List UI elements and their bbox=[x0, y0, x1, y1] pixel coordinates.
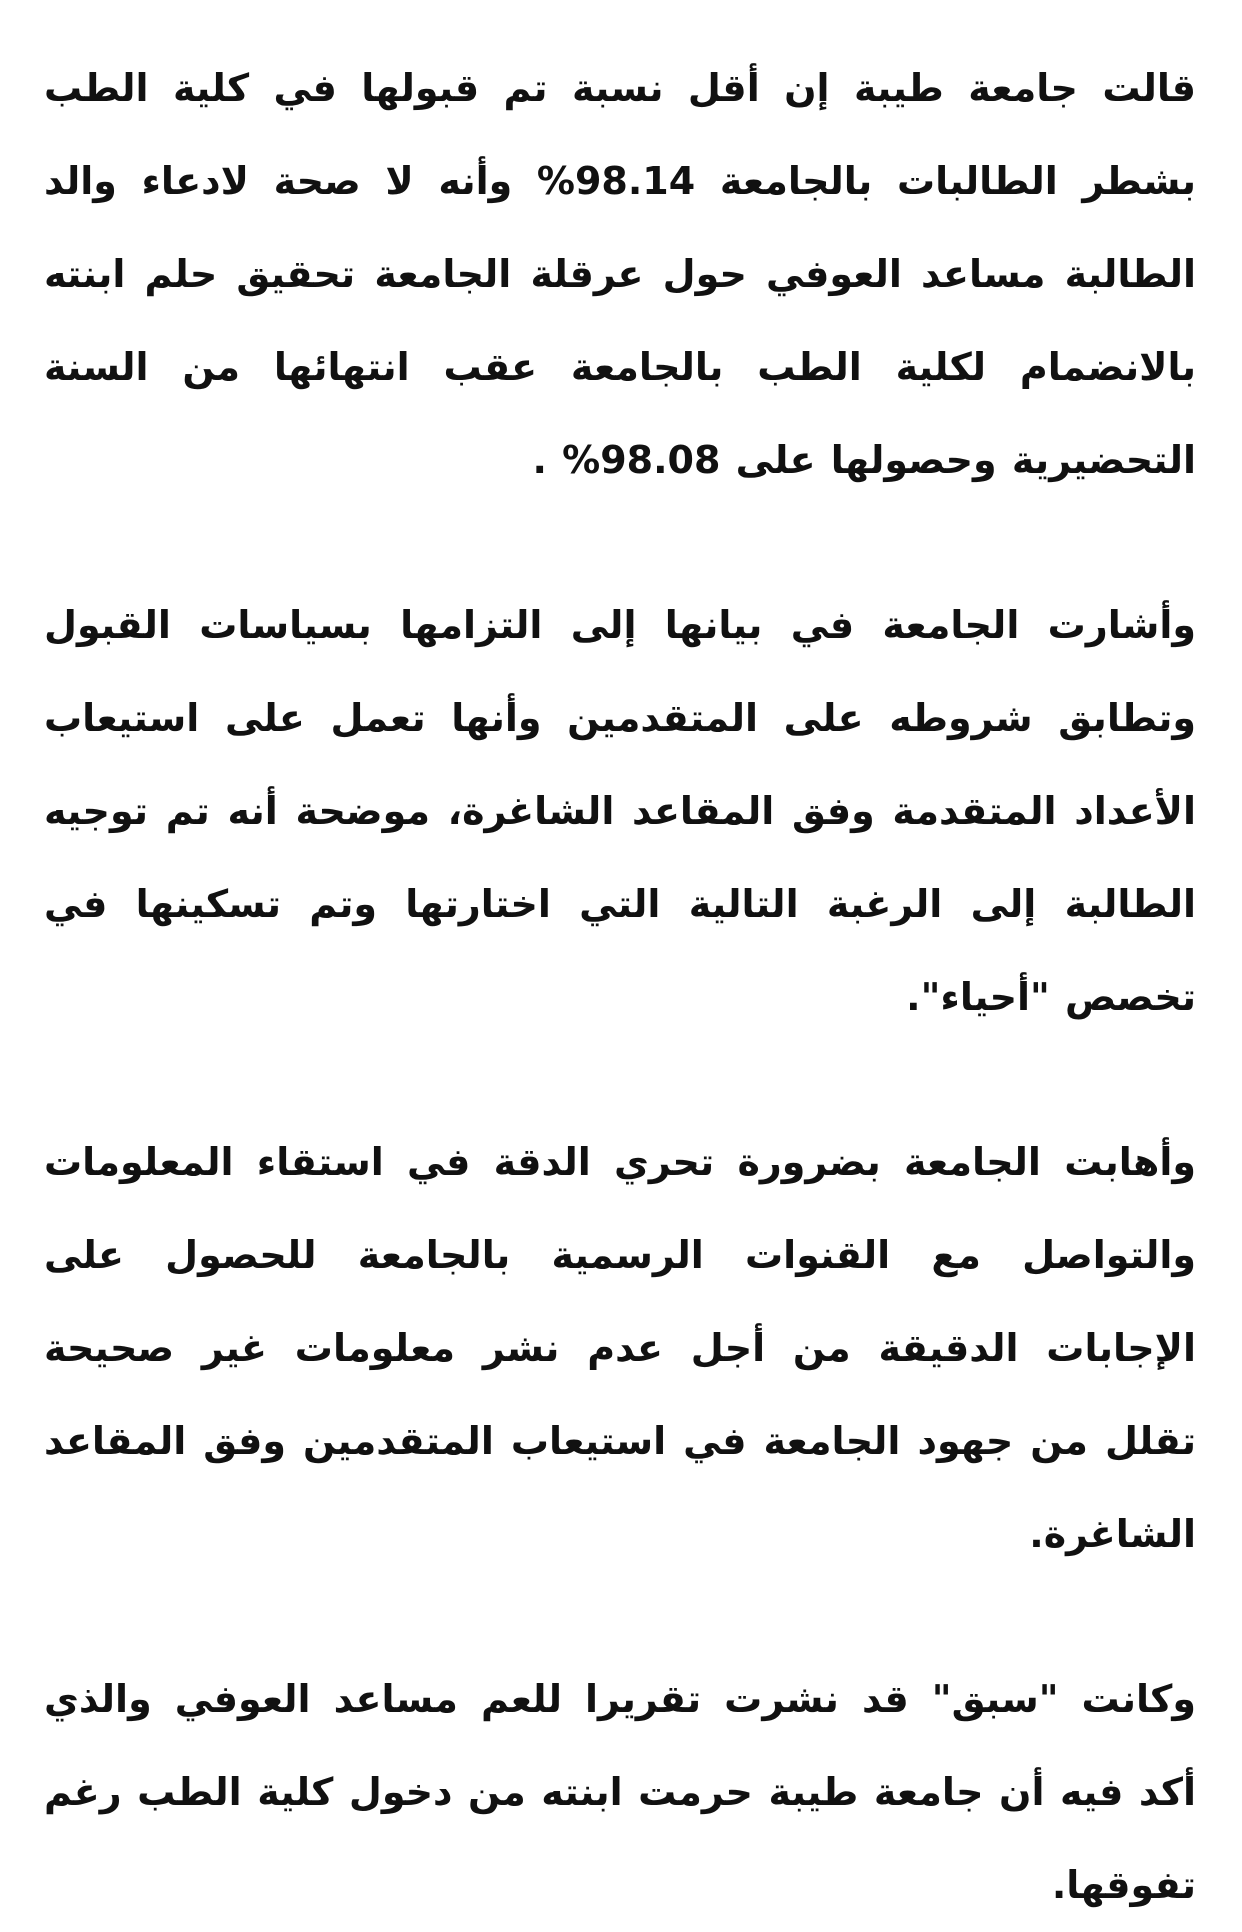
article-paragraph-4: وكانت "سبق" قد نشرت تقريرا للعم مساعد العوفي والذي أكد فيه أن جامعة طيبة حرمت ابنته من دخول كلية الطب رغم تفوقها. bbox=[44, 1677, 1196, 1907]
article-paragraph-3: وأهابت الجامعة بضرورة تحري الدقة في استقاء المعلومات والتواصل مع القنوات الرسمية بالجامعة للحصول على الإجابات الدقيقة من أجل عدم نشر معلومات غير صحيحة تقلل من جهود الجامعة في استيعاب المتقدمين وفق المقاعد الشاغرة. bbox=[44, 1140, 1196, 1556]
article-paragraph-2: وأشارت الجامعة في بيانها إلى التزامها بسياسات القبول وتطابق شروطه على المتقدمين وأنها تعمل على استيعاب الأعداد المتقدمة وفق المقاعد الشاغرة، موضحة أنه تم توجيه الطالبة إلى الرغبة التالية التي اختارتها وتم تسكينها في تخصص "أحياء". bbox=[44, 603, 1196, 1019]
article-body bbox=[44, 42, 1196, 1907]
article-paragraph-1: قالت جامعة طيبة إن أقل نسبة تم قبولها في كلية الطب بشطر الطالبات بالجامعة 98.14% وأنه لا صحة لادعاء والد الطالبة مساعد العوفي حول عرقلة الجامعة تحقيق حلم ابنته بالانضمام لكلية الطب بالجامعة عقب انتهائها من السنة التحضيرية وحصولها على 98.08% . bbox=[44, 66, 1196, 482]
